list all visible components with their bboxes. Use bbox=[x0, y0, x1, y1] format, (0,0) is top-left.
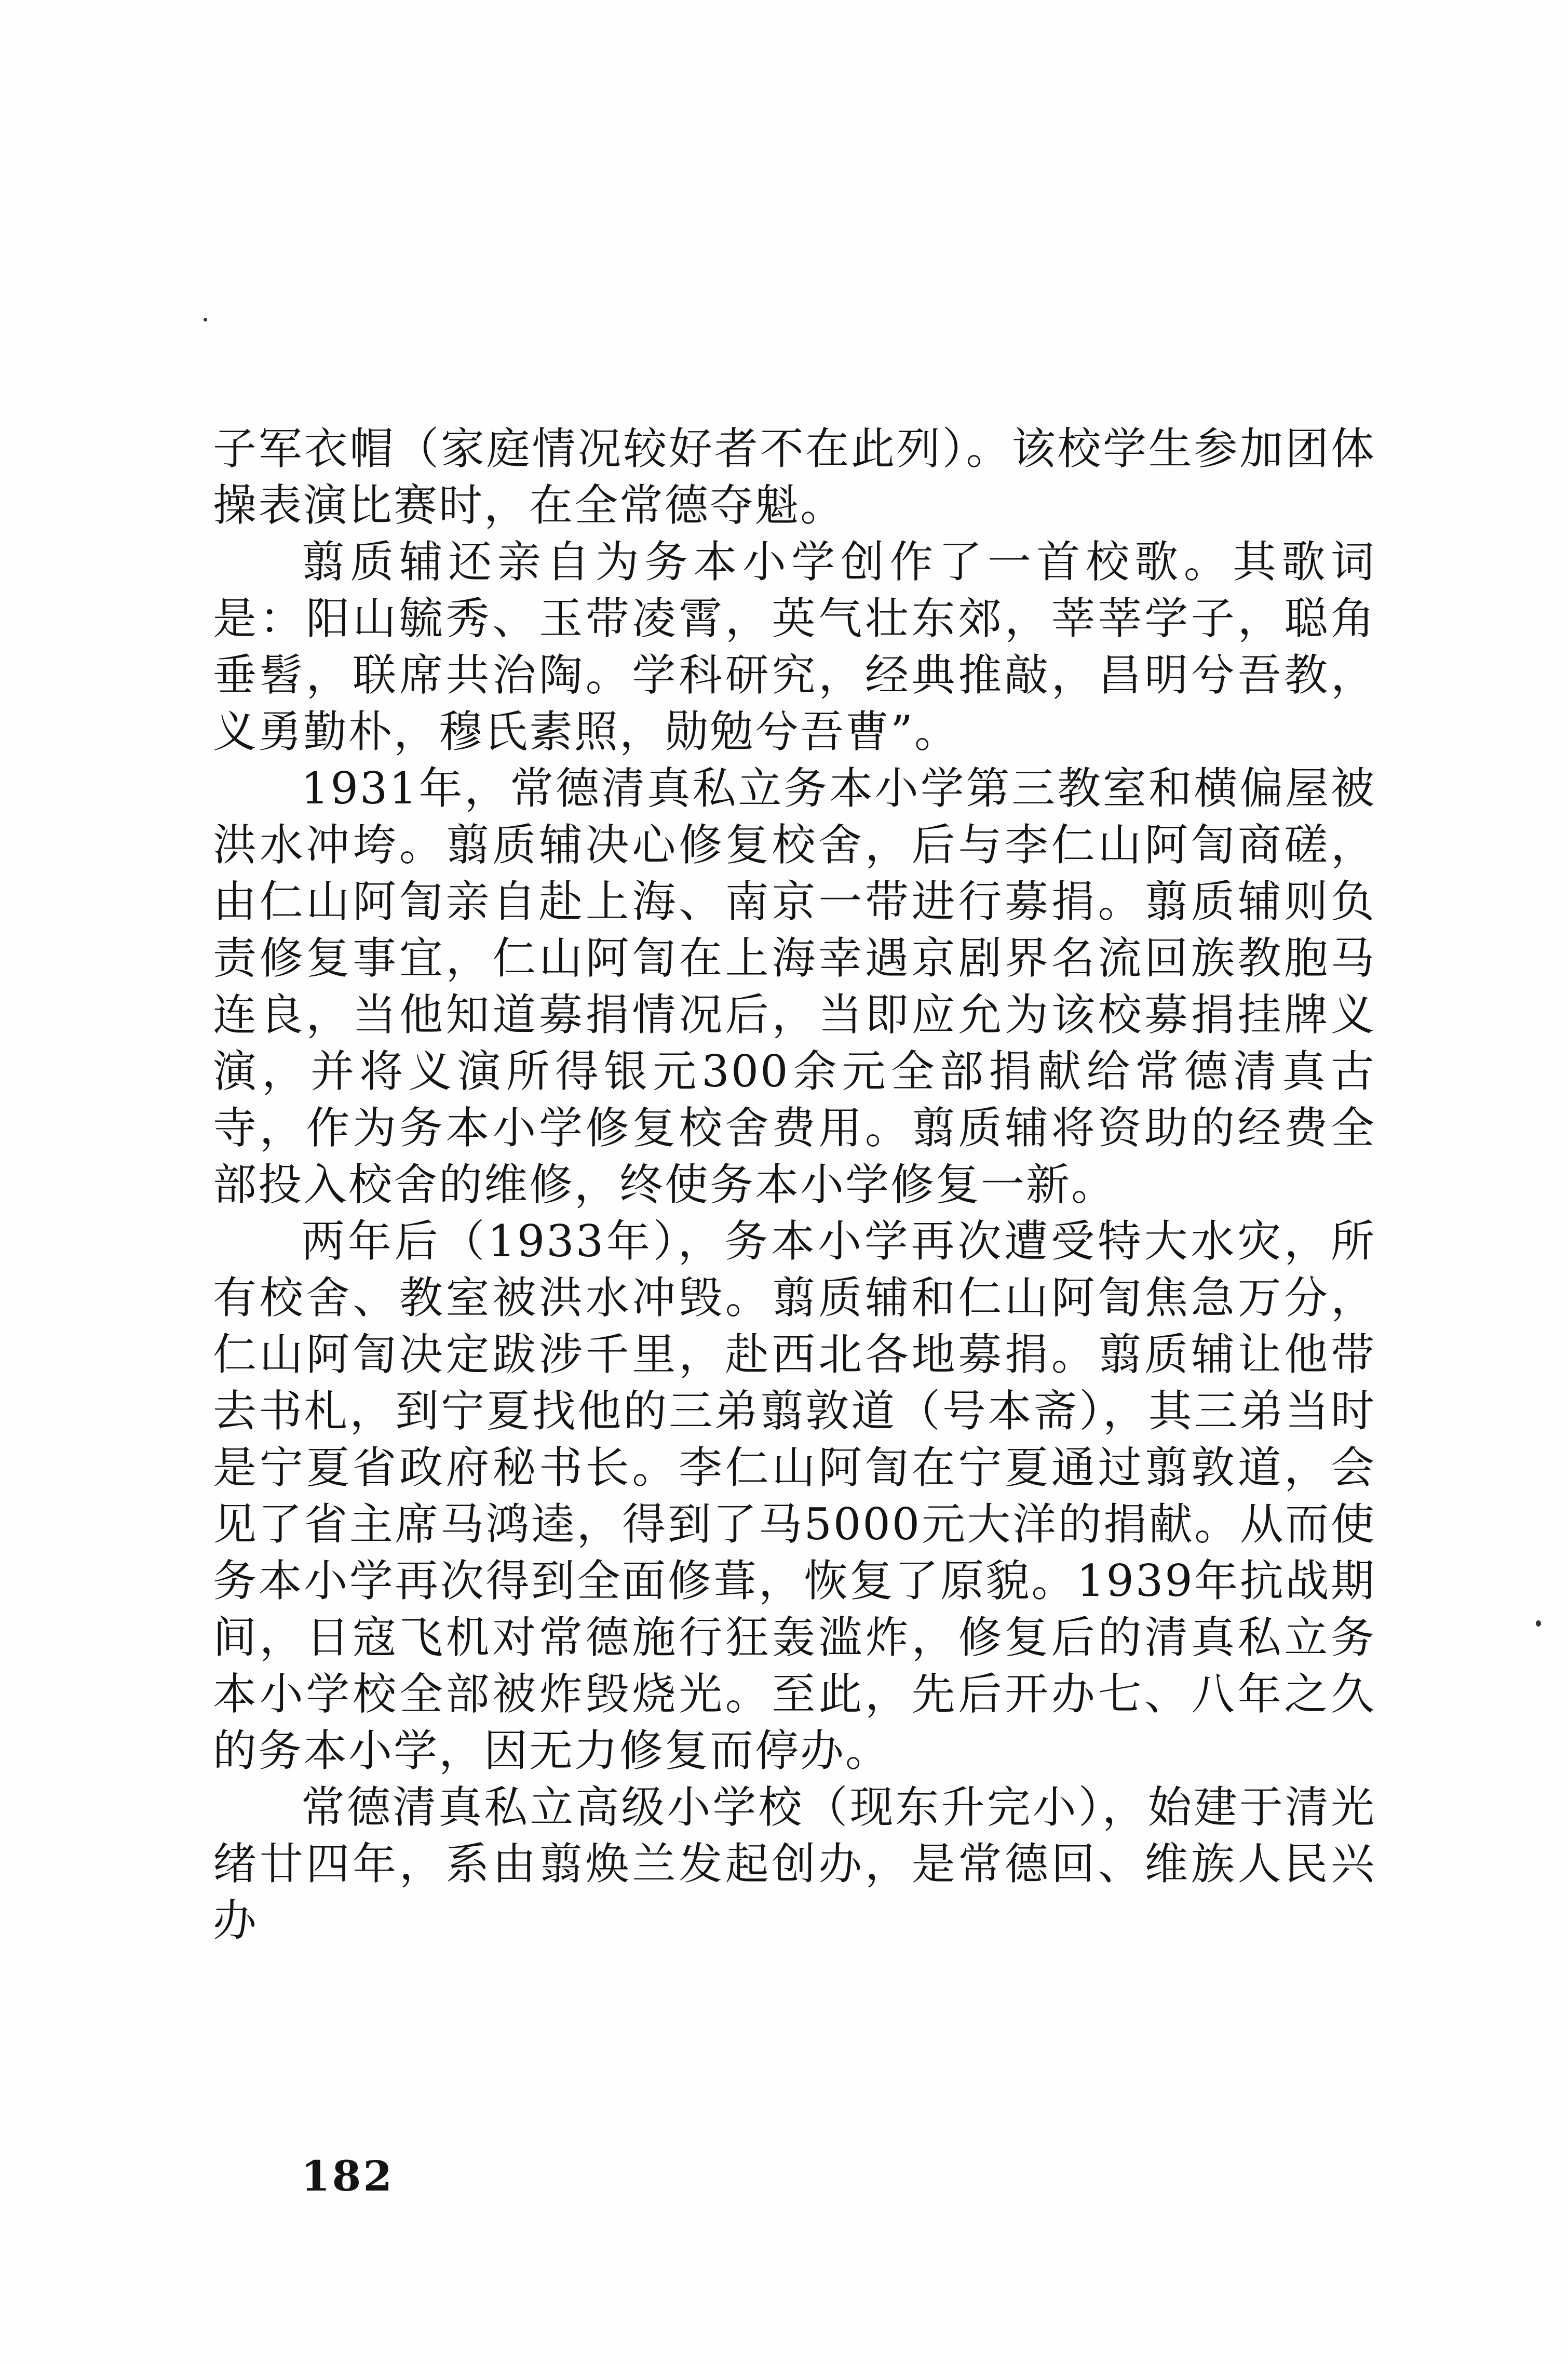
paragraph-school-song: 翦质辅还亲自为务本小学创作了一首校歌。其歌词是：阳山毓秀、玉带凌霄，英气壮东郊，莘莘学子，聪角垂髫，联席共治陶。学科研究，经典推敲，昌明兮吾教，义勇勤朴，穆氏素照，勋勉兮吾曹”。 bbox=[213, 536, 1376, 757]
scan-speck-top-left bbox=[204, 318, 207, 321]
paragraph-senior-primary-school: 常德清真私立高级小学校（现东升完小），始建于清光绪廿四年，系由翦焕兰发起创办，是常德回、维族人民兴办 bbox=[213, 1782, 1376, 1946]
scan-speck-right-margin bbox=[1536, 1620, 1541, 1627]
paragraph-1931-flood: 1931年，常德清真私立务本小学第三教室和横偏屋被洪水冲垮。翦质辅决心修复校舍，后与李仁山阿訇商磋，由仁山阿訇亲自赴上海、南京一带进行募捐。翦质辅则负责修复事宜，仁山阿訇在上海幸遇京剧界名流回族教胞马连良，当他知道募捐情况后，当即应允为该校募捐挂牌义演，并将义演所得银元300余元全部捐献给常德清真古寺，作为务本小学修复校舍费用。翦质辅将资助的经费全部投入校舍的维修，终使务本小学修复一新。 bbox=[213, 763, 1376, 1210]
paragraph-1933-flood: 两年后（1933年），务本小学再次遭受特大水灾，所有校舍、教室被洪水冲毁。翦质辅和仁山阿訇焦急万分，仁山阿訇决定跋涉千里，赴西北各地募捐。翦质辅让他带去书札，到宁夏找他的三弟翦敦道（号本斋），其三弟当时是宁夏省政府秘书长。李仁山阿訇在宁夏通过翦敦道，会见了省主席马鸿逵，得到了马5000元大洋的捐献。从而使务本小学再次得到全面修葺，恢复了原貌。1939年抗战期间，日寇飞机对常德施行狂轰滥炸，修复后的清真私立务本小学校全部被炸毁烧光。至此，先后开办七、八年之久的务本小学，因无力修复而停办。 bbox=[213, 1216, 1376, 1776]
page-number: 182 bbox=[301, 2152, 394, 2200]
body-text bbox=[213, 421, 1376, 1949]
paragraph-1-continuation: 子军衣帽（家庭情况较好者不在此列）。该校学生参加团体操表演比赛时，在全常德夺魁。 bbox=[213, 423, 1376, 531]
